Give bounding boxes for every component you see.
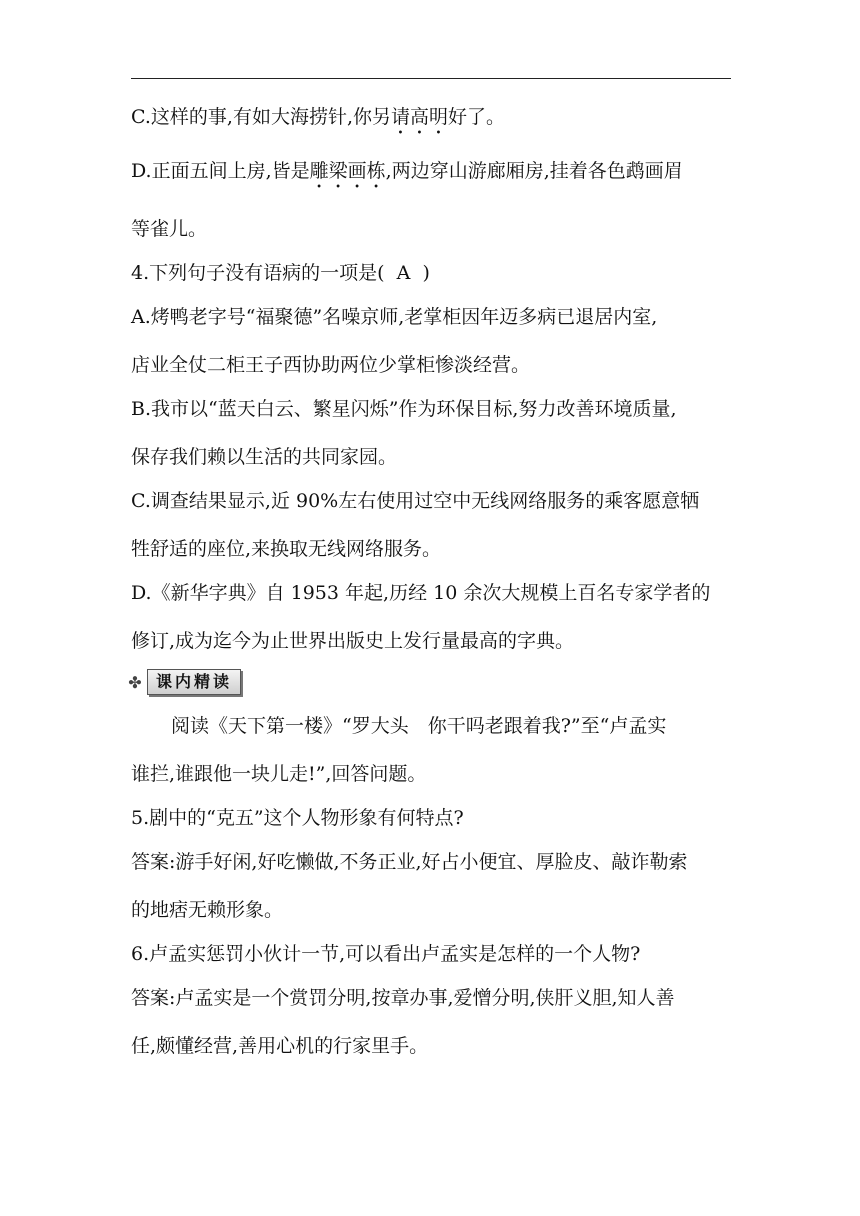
option-d-q4-cont: 修订,成为迄今为止世界出版史上发行量最高的字典。 (131, 630, 575, 652)
option-d-q3-cont: 等雀儿。 (131, 218, 208, 240)
option-d-q4: D.《新华字典》自 1953 年起,历经 10 余次大规模上百名专家学者的 (131, 582, 711, 604)
section-header (127, 667, 735, 697)
reading-intro: 阅读《天下第一楼》“罗大头 你干吗老跟着我?”至“卢孟实 (171, 715, 667, 737)
emphasized-phrase: 请高明 (390, 106, 448, 128)
answer-6-cont: 任,颇懂经营,善用心机的行家里手。 (131, 1035, 429, 1057)
answer-5-cont: 的地痞无赖形象。 (131, 899, 284, 921)
option-c-q4: C.调查结果显示,近 90%左右使用过空中无线网络服务的乘客愿意牺 (131, 490, 700, 512)
page-content (128, 106, 735, 1058)
option-c-q3: C.这样的事,有如大海捞针,你另请高明好了。 (131, 106, 506, 128)
question-6: 6.卢孟实惩罚小伙计一节,可以看出卢孟实是怎样的一个人物? (131, 943, 641, 965)
option-b-q4: B.我市以“蓝天白云、繁星闪烁”作为环保目标,努力改善环境质量, (131, 398, 677, 420)
option-a-q4: A.烤鸭老字号“福聚德”名噪京师,老掌柜因年迈多病已退居内室, (131, 306, 658, 328)
question-5: 5.剧中的“克五”这个人物形象有何特点? (131, 807, 464, 829)
reading-intro-cont: 谁拦,谁跟他一块儿走!”,回答问题。 (131, 763, 427, 785)
answer-6: 答案:卢孟实是一个赏罚分明,按章办事,爱憎分明,侠肝义胆,知人善 (131, 987, 675, 1009)
flower-icon: ✤ (128, 672, 142, 692)
emphasized-phrase: 雕梁画栋 (309, 160, 386, 182)
section-label: 课内精读 (147, 669, 241, 695)
question-4: 4.下列句子没有语病的一项是( A ) (131, 262, 430, 284)
header-rule (131, 78, 731, 79)
question-4-answer: A (384, 262, 423, 284)
option-a-q4-cont: 店业全仗二柜王子西协助两位少掌柜惨淡经营。 (131, 354, 531, 376)
option-d-q3: D.正面五间上房,皆是雕梁画栋,两边穿山游廊厢房,挂着各色鹉画眉 (131, 160, 683, 182)
answer-5: 答案:游手好闲,好吃懒做,不务正业,好占小便宜、厚脸皮、敲诈勒索 (131, 851, 688, 873)
option-c-q4-cont: 牲舒适的座位,来换取无线网络服务。 (131, 538, 442, 560)
option-b-q4-cont: 保存我们赖以生活的共同家园。 (131, 446, 398, 468)
